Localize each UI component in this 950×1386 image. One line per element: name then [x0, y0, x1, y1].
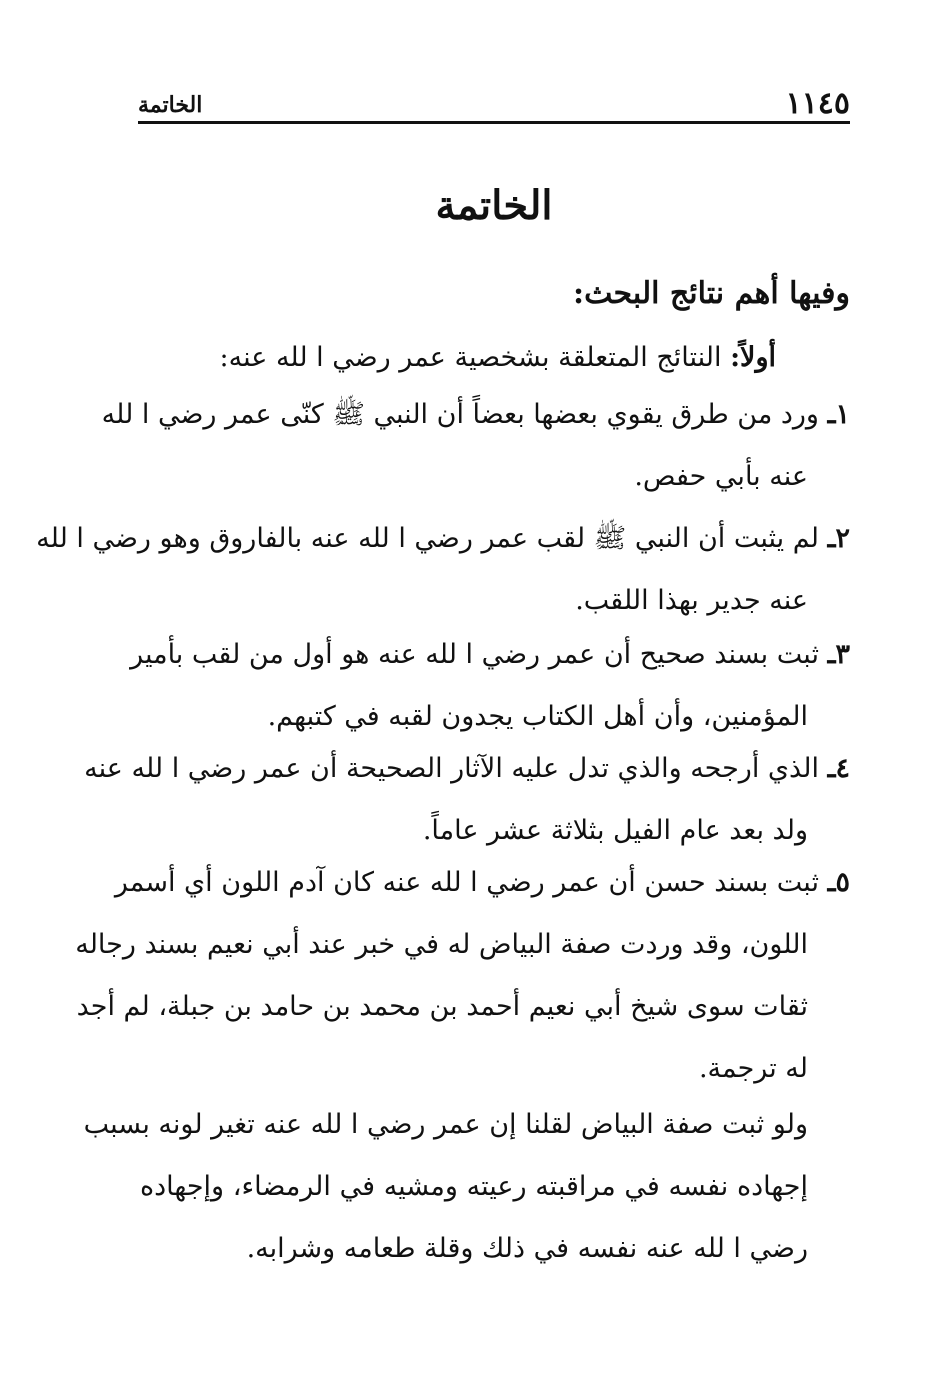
closing-paragraph	[83, 1094, 808, 1280]
list-item-line	[114, 852, 850, 914]
list-item-number: ٢ـ	[827, 523, 850, 554]
list-item-line: اللون، وقد وردت صفة البياض له في خبر عند أبي نعيم بسند رجاله	[75, 929, 808, 960]
list-item-line: ثقات سوى شيخ أبي نعيم أحمد بن محمد بن حامد بن جبلة، لم أجد	[76, 991, 808, 1022]
list-item-line	[101, 384, 850, 446]
page-number: ١١٤٥	[785, 86, 850, 121]
list-item-text: ثبت بسند صحيح أن عمر رضي ا لله عنه هو أول من لقب بأمير	[130, 639, 819, 670]
list-item-line	[36, 508, 850, 570]
section-heading: وفيها أهم نتائج البحث:	[573, 276, 850, 311]
sub-heading	[220, 334, 776, 382]
list-item-number: ١ـ	[827, 399, 850, 430]
paragraph-line: ولو ثبت صفة البياض لقلنا إن عمر رضي ا لله عنه تغير لونه بسبب	[83, 1109, 808, 1140]
chapter-title: الخاتمة	[435, 182, 553, 229]
sub-heading-label: أولاً:	[730, 342, 776, 373]
list-item-2	[36, 508, 850, 632]
sub-heading-text: النتائج المتعلقة بشخصية عمر رضي ا لله عنه:	[219, 342, 731, 373]
list-item-line: ولد بعد عام الفيل بثلاثة عشر عاماً.	[422, 815, 808, 846]
list-item-3	[130, 624, 850, 748]
list-item-number: ٥ـ	[827, 867, 850, 898]
list-item-line: المؤمنين، وأن أهل الكتاب يجدون لقبه في كتبهم.	[267, 701, 808, 732]
list-item-number: ٤ـ	[827, 753, 850, 784]
list-item-text: ورد من طرق يقوي بعضها بعضاً أن النبي ﷺ كنّى عمر رضي ا لله	[101, 399, 819, 430]
paragraph-line: إجهاده نفسه في مراقبته رعيته ومشيه في الرمضاء، وإجهاده	[140, 1171, 808, 1202]
list-item-text: الذي أرجحه والذي تدل عليه الآثار الصحيحة أن عمر رضي ا لله عنه	[84, 753, 819, 784]
list-item-line: له ترجمة.	[698, 1053, 808, 1084]
list-item-text: ثبت بسند حسن أن عمر رضي ا لله عنه كان آدم اللون أي أسمر	[114, 867, 819, 898]
list-item-line	[130, 624, 850, 686]
list-item-line	[84, 738, 850, 800]
header-rule	[138, 121, 850, 124]
running-title: الخاتمة	[138, 92, 203, 118]
paragraph-line: رضي ا لله عنه نفسه في ذلك وقلة طعامه وشرابه.	[246, 1233, 808, 1264]
list-item-1	[101, 384, 850, 508]
list-item-5	[75, 852, 850, 1100]
list-item-line: عنه بأبي حفص.	[634, 461, 808, 492]
running-header	[138, 86, 850, 122]
list-item-line: عنه جدير بهذا اللقب.	[575, 585, 808, 616]
list-item-text: لم يثبت أن النبي ﷺ لقب عمر رضي ا لله عنه بالفاروق وهو رضي ا لله	[36, 523, 819, 554]
list-item-4	[84, 738, 850, 862]
list-item-number: ٣ـ	[827, 639, 850, 670]
